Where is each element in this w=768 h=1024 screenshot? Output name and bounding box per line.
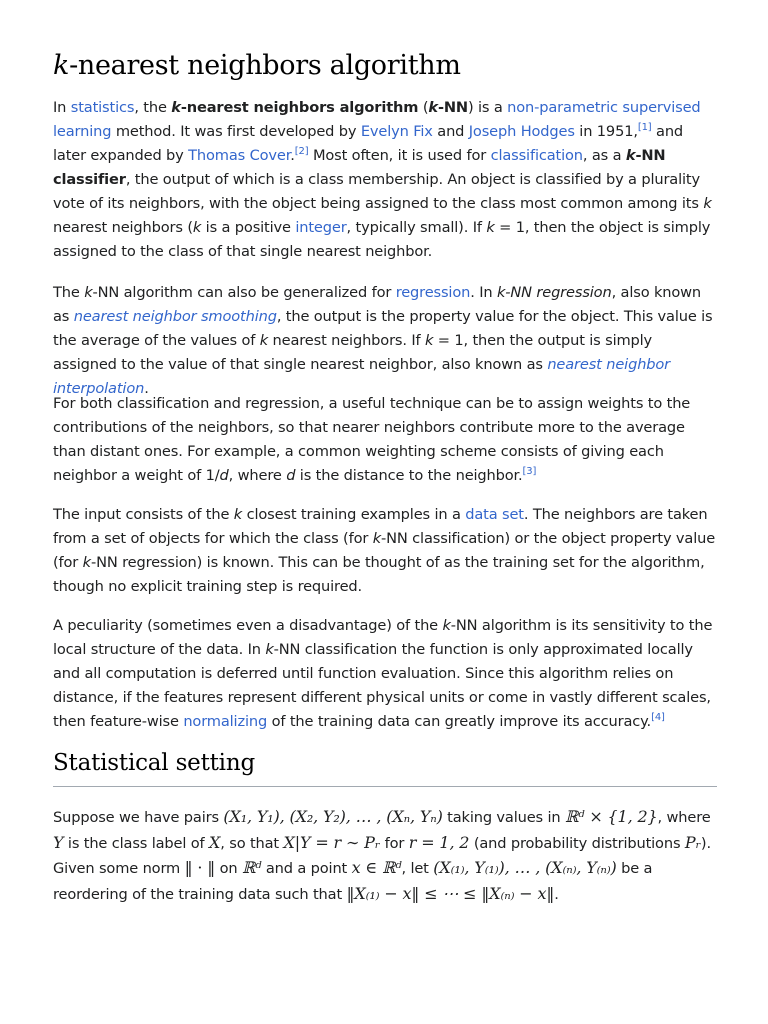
- intro-paragraph-3: For both classification and regression, a useful technique can be to assign weights to the contributions of the neighbors, so that nearer neighbors contribute more to the average than distant ones. For example, a common weighting scheme consists of giving each neighbor a weight of 1/d, where d is the distance to the neighbor.[3]: [53, 395, 691, 484]
- link-regression[interactable]: regression: [395, 284, 471, 301]
- link-statistics[interactable]: statistics: [70, 99, 135, 116]
- link-nearest-neighbor-smoothing[interactable]: nearest neighbor smoothing: [73, 308, 277, 325]
- intro-paragraph-4: The input consists of the k closest training examples in a data set. The neighbors are taken from a set of objects for which the class (for k-NN classification) or the object property value (for k-NN regression) is known. This can be thought of as the training set for the algorithm, though no explicit training step is required.: [53, 506, 716, 595]
- link-evelyn-fix[interactable]: Evelyn Fix: [360, 123, 433, 140]
- link-thomas-cover[interactable]: Thomas Cover: [188, 147, 291, 164]
- link-nearest-neighbor-interpolation[interactable]: nearest neighbor interpolation: [53, 356, 671, 397]
- citation-1[interactable]: [1]: [637, 122, 652, 134]
- math-y: Y: [53, 832, 64, 852]
- math-inequality: ‖X₍₁₎ − x‖ ≤ ⋯ ≤ ‖X₍ₙ₎ − x‖: [346, 883, 555, 903]
- math-point: x ∈ ℝᵈ: [351, 858, 402, 877]
- citation-4[interactable]: [4]: [651, 712, 665, 724]
- link-classification[interactable]: classification: [490, 147, 583, 164]
- math-pairs: (X₁, Y₁), (X₂, Y₂), … , (Xₙ, Yₙ): [223, 807, 443, 826]
- citation-3[interactable]: [3]: [522, 466, 537, 478]
- section-heading-statistical-setting: Statistical setting: [53, 750, 717, 787]
- link-joseph-hodges[interactable]: Joseph Hodges: [468, 123, 575, 140]
- page-title: [53, 50, 461, 81]
- title-text: -nearest neighbors algorithm: [69, 50, 461, 81]
- intro-paragraph-2: The k-NN algorithm can also be generalized for regression. In k-NN regression, also known as nearest neighbor smoothing, the output is the property value for the object. This value is the average of the values of k nearest neighbors. If k = 1, then the output is simply assigned to the value of that single nearest neighbor, also known as nearest neighbor interpolation.: [53, 284, 713, 397]
- statistical-setting-paragraph: Suppose we have pairs (X₁, Y₁), (X₂, Y₂), … , (Xₙ, Yₙ) taking values in ℝᵈ × {1, 2}, where Y is the class label of X, so that X|Y = r ∼ Pᵣ for r = 1, 2 (and probability distributions Pᵣ). Given some norm ‖ · ‖ on ℝᵈ and a point x ∈ ℝᵈ, let (X₍₁₎, Y₍₁₎), … , (X₍ₙ₎, Y₍ₙ₎) be a reordering of the training data such that ‖X₍₁₎ − x‖ ≤ ⋯ ≤ ‖X₍ₙ₎ − x‖.: [53, 807, 711, 903]
- link-data-set[interactable]: data set: [465, 506, 524, 523]
- math-rd: ℝᵈ: [241, 858, 262, 877]
- math-pr: Pᵣ: [684, 832, 701, 852]
- intro-paragraph-1: In statistics, the k-nearest neighbors algorithm (k-NN) is a non-parametric supervised learning method. It was first developed by Evelyn Fix and Joseph Hodges in 1951,[1] and later expanded by Thomas Cover.[2] Most often, it is used for classification, as a k-NN classifier, the output of which is a class membership. An object is classified by a plurality vote of its neighbors, with the object being assigned to the class most common among its k nearest neighbors (k is a positive integer, typically small). If k = 1, then the object is simply assigned to the class of that single nearest neighbor.: [53, 99, 712, 260]
- link-non-parametric-supervised-learning[interactable]: non-parametric supervised learning: [53, 99, 701, 140]
- title-italic-k: k: [53, 50, 70, 81]
- math-norm: ‖ · ‖: [184, 858, 216, 877]
- math-value-space: ℝᵈ × {1, 2}: [564, 807, 658, 826]
- math-conditional: X|Y = r ∼ Pᵣ: [283, 832, 381, 852]
- intro-paragraph-5: A peculiarity (sometimes even a disadvantage) of the k-NN algorithm is its sensitivity to the local structure of the data. In k-NN classification the function is only approximated locally and all computation is deferred until function evaluation. Since this algorithm relies on distance, if the features represent different physical units or come in vastly different scales, then feature-wise normalizing of the training data can greatly improve its accuracy.[4]: [53, 617, 713, 730]
- math-reordering: (X₍₁₎, Y₍₁₎), … , (X₍ₙ₎, Y₍ₙ₎): [433, 858, 617, 877]
- math-x: X: [209, 832, 221, 852]
- link-normalizing[interactable]: normalizing: [183, 713, 268, 730]
- citation-2[interactable]: [2]: [294, 146, 309, 158]
- link-integer[interactable]: integer: [295, 219, 347, 236]
- math-r-values: r = 1, 2: [408, 832, 470, 852]
